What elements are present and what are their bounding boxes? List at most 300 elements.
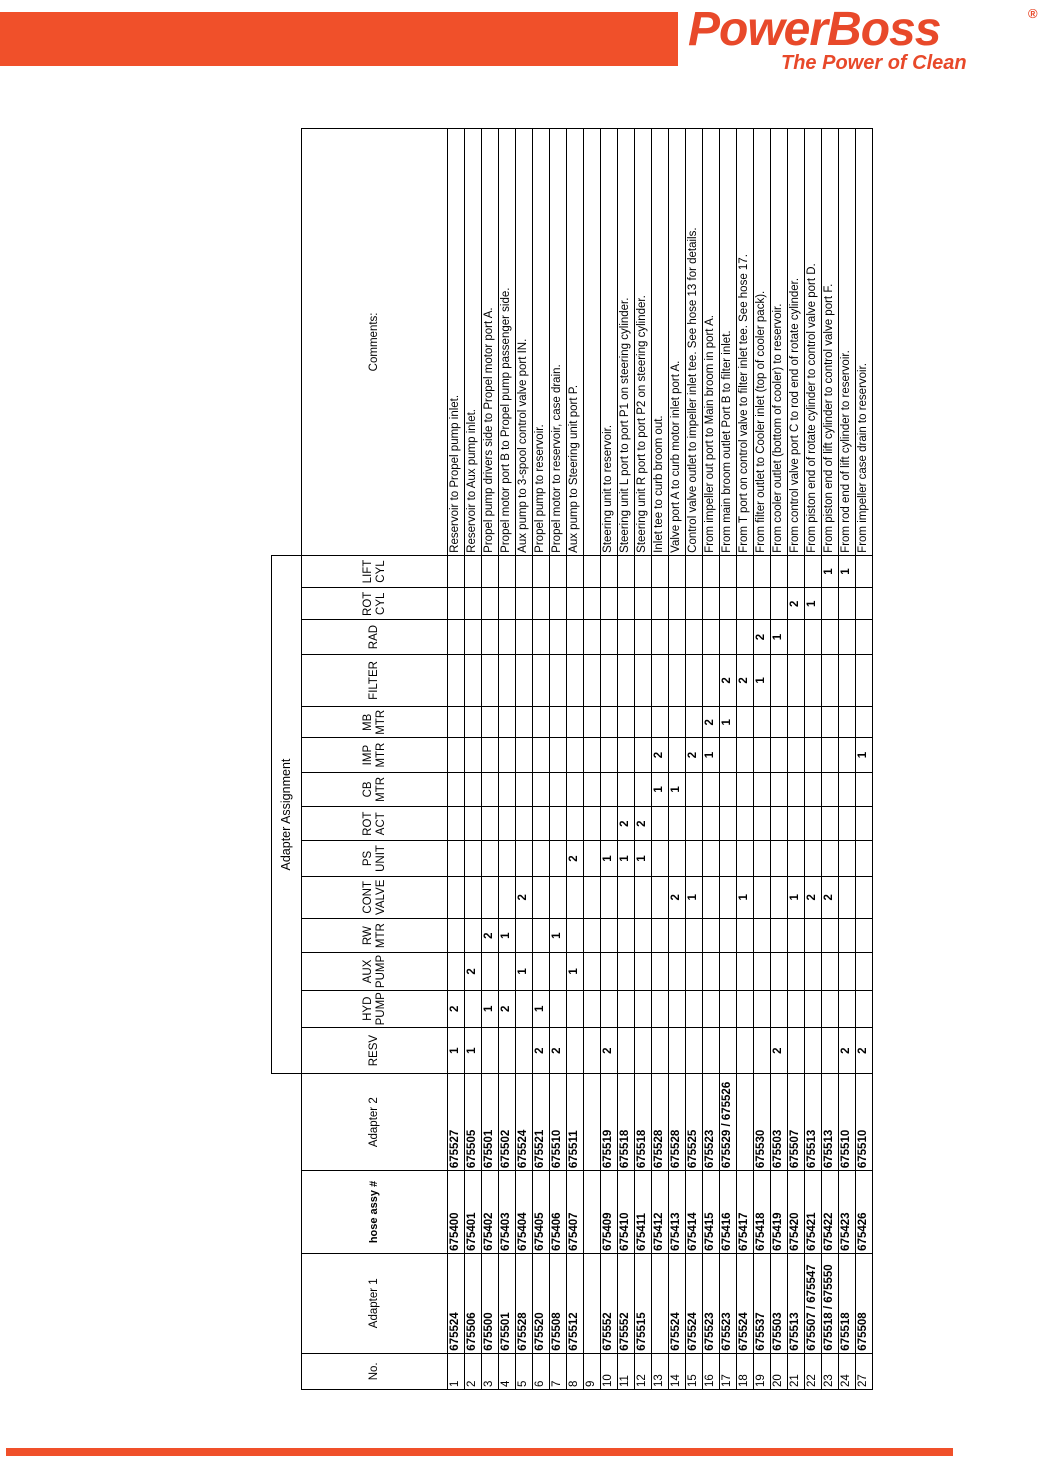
cell-comment: From impeller out port to Main broom in port A. bbox=[703, 129, 720, 556]
cell-mb-mtr bbox=[686, 707, 703, 738]
cell-hyd-pump bbox=[737, 990, 754, 1027]
cell-rad bbox=[465, 620, 482, 654]
cell-ps-unit: 1 bbox=[635, 841, 652, 876]
cell-rot-act bbox=[601, 807, 618, 841]
cell-no: 20 bbox=[771, 1353, 788, 1389]
cell-aux-pump bbox=[686, 953, 703, 990]
cell-filter bbox=[601, 654, 618, 706]
cell-rw-mtr bbox=[652, 918, 669, 952]
cell-imp-mtr bbox=[720, 738, 737, 772]
cell-hose-assy: 675407 bbox=[567, 1171, 584, 1254]
cell-aux-pump bbox=[805, 953, 822, 990]
cell-cb-mtr bbox=[822, 772, 839, 806]
table-row bbox=[618, 129, 635, 1390]
cell-lift-cyl bbox=[805, 555, 822, 587]
cell-filter bbox=[686, 654, 703, 706]
cell-ps-unit bbox=[465, 841, 482, 876]
cell-aux-pump bbox=[533, 953, 550, 990]
cell-lift-cyl bbox=[686, 555, 703, 587]
cell-aux-pump bbox=[788, 953, 805, 990]
cell-rad bbox=[448, 620, 465, 654]
cell-hose-assy: 675402 bbox=[482, 1171, 499, 1254]
table-row bbox=[822, 129, 839, 1390]
cell-mb-mtr bbox=[516, 707, 533, 738]
cell-resv: 2 bbox=[533, 1027, 550, 1073]
cell-mb-mtr bbox=[618, 707, 635, 738]
cell-aux-pump bbox=[584, 953, 601, 990]
cell-imp-mtr bbox=[516, 738, 533, 772]
cell-resv bbox=[482, 1027, 499, 1073]
cell-no: 23 bbox=[822, 1353, 839, 1389]
cell-mb-mtr bbox=[499, 707, 516, 738]
cell-cb-mtr bbox=[737, 772, 754, 806]
cell-rw-mtr: 2 bbox=[482, 918, 499, 952]
table-row bbox=[686, 129, 703, 1390]
hose-table-frame bbox=[271, 128, 870, 1390]
cell-filter bbox=[533, 654, 550, 706]
cell-comment: Reservoir to Aux pump inlet. bbox=[465, 129, 482, 556]
col-header-cont-valve: CONT VALVE bbox=[302, 876, 448, 918]
cell-rad: 1 bbox=[771, 620, 788, 654]
cell-no: 16 bbox=[703, 1353, 720, 1389]
cell-comment: From main broom outlet Port B to filter inlet. bbox=[720, 129, 737, 556]
cell-hose-assy: 675412 bbox=[652, 1171, 669, 1254]
cell-adapter-2: 675510 bbox=[550, 1074, 567, 1171]
cell-ps-unit bbox=[703, 841, 720, 876]
cell-rot-cyl bbox=[669, 588, 686, 620]
cell-lift-cyl bbox=[482, 555, 499, 587]
cell-resv: 2 bbox=[839, 1027, 856, 1073]
cell-rw-mtr bbox=[618, 918, 635, 952]
cell-no: 9 bbox=[584, 1353, 601, 1389]
cell-adapter-1: 675518 bbox=[839, 1253, 856, 1353]
cell-comment: Valve port A to curb motor inlet port A. bbox=[669, 129, 686, 556]
cell-adapter-2: 675524 bbox=[516, 1074, 533, 1171]
cell-no: 17 bbox=[720, 1353, 737, 1389]
col-header-hose-assy: hose assy # bbox=[302, 1171, 448, 1254]
cell-rw-mtr bbox=[771, 918, 788, 952]
cell-ps-unit bbox=[652, 841, 669, 876]
col-header-comments: Comments: bbox=[302, 129, 448, 556]
cell-mb-mtr bbox=[771, 707, 788, 738]
cell-filter bbox=[499, 654, 516, 706]
cell-cb-mtr bbox=[601, 772, 618, 806]
cell-lift-cyl bbox=[584, 555, 601, 587]
cell-rot-cyl bbox=[567, 588, 584, 620]
cell-rot-act bbox=[669, 807, 686, 841]
cell-aux-pump bbox=[669, 953, 686, 990]
cell-cont-valve bbox=[567, 876, 584, 918]
cell-adapter-1: 675513 bbox=[788, 1253, 805, 1353]
table-row bbox=[584, 129, 601, 1390]
cell-ps-unit bbox=[805, 841, 822, 876]
table-row bbox=[465, 129, 482, 1390]
cell-aux-pump bbox=[652, 953, 669, 990]
cell-no: 3 bbox=[482, 1353, 499, 1389]
cell-aux-pump bbox=[839, 953, 856, 990]
cell-adapter-1: 675552 bbox=[601, 1253, 618, 1353]
cell-no: 6 bbox=[533, 1353, 550, 1389]
table-row bbox=[652, 129, 669, 1390]
cell-hose-assy: 675415 bbox=[703, 1171, 720, 1254]
cell-no: 15 bbox=[686, 1353, 703, 1389]
cell-filter bbox=[448, 654, 465, 706]
cell-adapter-1: 675524 bbox=[448, 1253, 465, 1353]
table-row bbox=[635, 129, 652, 1390]
cell-aux-pump: 1 bbox=[516, 953, 533, 990]
cell-rot-act bbox=[584, 807, 601, 841]
cell-mb-mtr bbox=[805, 707, 822, 738]
cell-cont-valve bbox=[720, 876, 737, 918]
cell-rot-act bbox=[788, 807, 805, 841]
cell-cont-valve bbox=[856, 876, 873, 918]
cell-hose-assy: 675411 bbox=[635, 1171, 652, 1254]
cell-mb-mtr bbox=[822, 707, 839, 738]
cell-rad bbox=[533, 620, 550, 654]
cell-aux-pump bbox=[856, 953, 873, 990]
cell-rot-cyl bbox=[635, 588, 652, 620]
cell-lift-cyl bbox=[669, 555, 686, 587]
cell-ps-unit bbox=[533, 841, 550, 876]
cell-adapter-1: 675508 bbox=[856, 1253, 873, 1353]
cell-rot-act: 2 bbox=[618, 807, 635, 841]
cell-lift-cyl bbox=[465, 555, 482, 587]
cell-cb-mtr bbox=[720, 772, 737, 806]
cell-resv bbox=[669, 1027, 686, 1073]
cell-hose-assy bbox=[584, 1171, 601, 1254]
cell-resv bbox=[720, 1027, 737, 1073]
cell-adapter-1: 675520 bbox=[533, 1253, 550, 1353]
cell-hyd-pump bbox=[618, 990, 635, 1027]
cell-rot-act bbox=[533, 807, 550, 841]
cell-hose-assy: 675403 bbox=[499, 1171, 516, 1254]
cell-filter bbox=[635, 654, 652, 706]
cell-rot-act bbox=[516, 807, 533, 841]
cell-adapter-2: 675529 / 675526 bbox=[720, 1074, 737, 1171]
cell-no: 10 bbox=[601, 1353, 618, 1389]
cell-lift-cyl bbox=[618, 555, 635, 587]
cell-rot-cyl bbox=[652, 588, 669, 620]
cell-rot-act bbox=[754, 807, 771, 841]
cell-cb-mtr bbox=[533, 772, 550, 806]
cell-rad bbox=[686, 620, 703, 654]
cell-hose-assy: 675422 bbox=[822, 1171, 839, 1254]
cell-filter bbox=[618, 654, 635, 706]
cell-cont-valve: 2 bbox=[516, 876, 533, 918]
cell-comment: From T port on control valve to filter inlet tee. See hose 17. bbox=[737, 129, 754, 556]
cell-filter bbox=[652, 654, 669, 706]
cell-no: 11 bbox=[618, 1353, 635, 1389]
table-row bbox=[669, 129, 686, 1390]
table-row bbox=[567, 129, 584, 1390]
cell-cont-valve bbox=[839, 876, 856, 918]
cell-cont-valve bbox=[499, 876, 516, 918]
table-row bbox=[788, 129, 805, 1390]
cell-imp-mtr bbox=[448, 738, 465, 772]
cell-ps-unit bbox=[788, 841, 805, 876]
table-row bbox=[533, 129, 550, 1390]
cell-adapter-1: 675501 bbox=[499, 1253, 516, 1353]
cell-hose-assy: 675419 bbox=[771, 1171, 788, 1254]
cell-resv bbox=[703, 1027, 720, 1073]
cell-resv bbox=[822, 1027, 839, 1073]
column-header-row bbox=[302, 129, 448, 1390]
cell-lift-cyl bbox=[567, 555, 584, 587]
table-row bbox=[499, 129, 516, 1390]
cell-hose-assy: 675405 bbox=[533, 1171, 550, 1254]
cell-hyd-pump bbox=[686, 990, 703, 1027]
cell-comment: Propel motor to reservoir, case drain. bbox=[550, 129, 567, 556]
cell-rot-act bbox=[737, 807, 754, 841]
cell-hyd-pump bbox=[550, 990, 567, 1027]
cell-aux-pump bbox=[635, 953, 652, 990]
cell-cb-mtr bbox=[703, 772, 720, 806]
cell-rw-mtr bbox=[533, 918, 550, 952]
cell-filter: 1 bbox=[754, 654, 771, 706]
cell-adapter-2: 675528 bbox=[669, 1074, 686, 1171]
cell-ps-unit bbox=[856, 841, 873, 876]
cell-hose-assy: 675413 bbox=[669, 1171, 686, 1254]
cell-imp-mtr bbox=[669, 738, 686, 772]
cell-adapter-2: 675521 bbox=[533, 1074, 550, 1171]
cell-rot-cyl bbox=[516, 588, 533, 620]
cell-cont-valve bbox=[618, 876, 635, 918]
cell-hose-assy: 675421 bbox=[805, 1171, 822, 1254]
cell-filter bbox=[703, 654, 720, 706]
header-band bbox=[0, 12, 678, 66]
cell-lift-cyl bbox=[533, 555, 550, 587]
cell-hyd-pump bbox=[754, 990, 771, 1027]
cell-imp-mtr: 1 bbox=[856, 738, 873, 772]
cell-cb-mtr: 1 bbox=[669, 772, 686, 806]
cell-rot-act bbox=[567, 807, 584, 841]
cell-aux-pump bbox=[482, 953, 499, 990]
cell-aux-pump bbox=[601, 953, 618, 990]
cell-rot-act bbox=[822, 807, 839, 841]
cell-adapter-2: 675505 bbox=[465, 1074, 482, 1171]
cell-rad bbox=[652, 620, 669, 654]
cell-filter bbox=[482, 654, 499, 706]
cell-hyd-pump bbox=[465, 990, 482, 1027]
cell-ps-unit bbox=[720, 841, 737, 876]
cell-mb-mtr bbox=[448, 707, 465, 738]
cell-resv bbox=[584, 1027, 601, 1073]
cell-comment: From piston end of rotate cylinder to control valve port D. bbox=[805, 129, 822, 556]
col-header-rad: RAD bbox=[302, 620, 448, 654]
cell-adapter-1: 675507 / 675547 bbox=[805, 1253, 822, 1353]
logo-brand-name: PowerBoss bbox=[688, 3, 941, 56]
cell-aux-pump bbox=[550, 953, 567, 990]
cell-mb-mtr bbox=[635, 707, 652, 738]
cell-adapter-1: 675552 bbox=[618, 1253, 635, 1353]
cell-adapter-1: 675503 bbox=[771, 1253, 788, 1353]
cell-hyd-pump: 2 bbox=[448, 990, 465, 1027]
cell-aux-pump: 1 bbox=[567, 953, 584, 990]
table-row bbox=[550, 129, 567, 1390]
cell-rw-mtr bbox=[601, 918, 618, 952]
cell-resv: 1 bbox=[448, 1027, 465, 1073]
cell-hyd-pump bbox=[771, 990, 788, 1027]
cell-adapter-1: 675537 bbox=[754, 1253, 771, 1353]
cell-rad bbox=[499, 620, 516, 654]
cell-imp-mtr bbox=[550, 738, 567, 772]
cell-imp-mtr: 2 bbox=[686, 738, 703, 772]
cell-no: 12 bbox=[635, 1353, 652, 1389]
cell-comment bbox=[584, 129, 601, 556]
cell-adapter-1: 675524 bbox=[686, 1253, 703, 1353]
cell-comment: Steering unit L port to port P1 on steering cylinder. bbox=[618, 129, 635, 556]
cell-cont-valve: 2 bbox=[822, 876, 839, 918]
cell-filter bbox=[669, 654, 686, 706]
cell-no: 19 bbox=[754, 1353, 771, 1389]
table-row bbox=[720, 129, 737, 1390]
cell-adapter-2: 675513 bbox=[805, 1074, 822, 1171]
cell-rot-cyl bbox=[703, 588, 720, 620]
cell-adapter-1: 675500 bbox=[482, 1253, 499, 1353]
hose-table-rotated bbox=[271, 128, 870, 1390]
cell-hyd-pump bbox=[567, 990, 584, 1027]
cell-hyd-pump bbox=[516, 990, 533, 1027]
cell-mb-mtr bbox=[669, 707, 686, 738]
cell-adapter-2: 675518 bbox=[635, 1074, 652, 1171]
cell-filter bbox=[805, 654, 822, 706]
cell-adapter-2: 675525 bbox=[686, 1074, 703, 1171]
cell-imp-mtr bbox=[533, 738, 550, 772]
table-body bbox=[448, 129, 873, 1390]
cell-hose-assy: 675406 bbox=[550, 1171, 567, 1254]
logo-tagline: The Power of Clean bbox=[781, 52, 967, 74]
cell-mb-mtr bbox=[533, 707, 550, 738]
table-row bbox=[754, 129, 771, 1390]
cell-rot-act bbox=[652, 807, 669, 841]
cell-resv bbox=[516, 1027, 533, 1073]
cell-no: 5 bbox=[516, 1353, 533, 1389]
cell-cb-mtr bbox=[771, 772, 788, 806]
cell-aux-pump bbox=[703, 953, 720, 990]
cell-cb-mtr bbox=[567, 772, 584, 806]
cell-rot-cyl bbox=[448, 588, 465, 620]
cell-hyd-pump bbox=[652, 990, 669, 1027]
cell-aux-pump bbox=[448, 953, 465, 990]
cell-cont-valve bbox=[482, 876, 499, 918]
cell-adapter-1 bbox=[652, 1253, 669, 1353]
cell-filter bbox=[856, 654, 873, 706]
cell-rw-mtr bbox=[686, 918, 703, 952]
cell-rot-cyl bbox=[584, 588, 601, 620]
cell-adapter-1: 675524 bbox=[669, 1253, 686, 1353]
cell-rot-act bbox=[703, 807, 720, 841]
cell-imp-mtr bbox=[482, 738, 499, 772]
cell-no: 2 bbox=[465, 1353, 482, 1389]
cell-hyd-pump bbox=[788, 990, 805, 1027]
cell-rot-cyl bbox=[618, 588, 635, 620]
cell-hyd-pump bbox=[822, 990, 839, 1027]
cell-imp-mtr: 1 bbox=[703, 738, 720, 772]
cell-resv bbox=[737, 1027, 754, 1073]
cell-ps-unit: 1 bbox=[618, 841, 635, 876]
cell-hyd-pump bbox=[669, 990, 686, 1027]
cell-lift-cyl bbox=[550, 555, 567, 587]
cell-adapter-1 bbox=[584, 1253, 601, 1353]
cell-resv bbox=[618, 1027, 635, 1073]
cell-rw-mtr bbox=[584, 918, 601, 952]
cell-rw-mtr bbox=[567, 918, 584, 952]
cell-cb-mtr bbox=[805, 772, 822, 806]
cell-hyd-pump bbox=[635, 990, 652, 1027]
cell-hose-assy: 675416 bbox=[720, 1171, 737, 1254]
col-header-imp-mtr: IMP MTR bbox=[302, 738, 448, 772]
cell-aux-pump bbox=[771, 953, 788, 990]
cell-lift-cyl bbox=[499, 555, 516, 587]
cell-no: 22 bbox=[805, 1353, 822, 1389]
cell-imp-mtr: 2 bbox=[652, 738, 669, 772]
cell-adapter-2: 675510 bbox=[839, 1074, 856, 1171]
cell-no: 14 bbox=[669, 1353, 686, 1389]
cell-cb-mtr bbox=[754, 772, 771, 806]
cell-no: 13 bbox=[652, 1353, 669, 1389]
cell-comment: Propel pump to reservoir. bbox=[533, 129, 550, 556]
cell-rad bbox=[550, 620, 567, 654]
cell-rot-act bbox=[686, 807, 703, 841]
cell-hose-assy: 675414 bbox=[686, 1171, 703, 1254]
cell-adapter-1: 675528 bbox=[516, 1253, 533, 1353]
table-row bbox=[839, 129, 856, 1390]
cell-imp-mtr bbox=[839, 738, 856, 772]
cell-adapter-2: 675502 bbox=[499, 1074, 516, 1171]
cell-hose-assy: 675409 bbox=[601, 1171, 618, 1254]
cell-rot-cyl bbox=[499, 588, 516, 620]
col-header-hyd-pump: HYD PUMP bbox=[302, 990, 448, 1027]
cell-rw-mtr: 1 bbox=[499, 918, 516, 952]
cell-rad bbox=[669, 620, 686, 654]
cell-imp-mtr bbox=[601, 738, 618, 772]
cell-adapter-2: 675527 bbox=[448, 1074, 465, 1171]
cell-rot-cyl bbox=[533, 588, 550, 620]
cell-cb-mtr bbox=[618, 772, 635, 806]
cell-adapter-2: 675510 bbox=[856, 1074, 873, 1171]
cell-cb-mtr bbox=[465, 772, 482, 806]
cell-imp-mtr bbox=[737, 738, 754, 772]
cell-aux-pump bbox=[618, 953, 635, 990]
cell-filter bbox=[567, 654, 584, 706]
cell-adapter-2: 675503 bbox=[771, 1074, 788, 1171]
cell-comment: From impeller case drain to reservoir. bbox=[856, 129, 873, 556]
cell-lift-cyl: 1 bbox=[822, 555, 839, 587]
cell-mb-mtr bbox=[550, 707, 567, 738]
cell-lift-cyl bbox=[737, 555, 754, 587]
cell-mb-mtr bbox=[465, 707, 482, 738]
cell-hyd-pump bbox=[856, 990, 873, 1027]
cell-rot-act: 2 bbox=[635, 807, 652, 841]
header-spacer bbox=[272, 1353, 302, 1389]
cell-cont-valve bbox=[652, 876, 669, 918]
cell-no: 21 bbox=[788, 1353, 805, 1389]
cell-cont-valve: 1 bbox=[686, 876, 703, 918]
cell-ps-unit bbox=[516, 841, 533, 876]
cell-adapter-1: 675523 bbox=[703, 1253, 720, 1353]
cell-resv: 2 bbox=[550, 1027, 567, 1073]
cell-hose-assy: 675426 bbox=[856, 1171, 873, 1254]
cell-comment: Steering unit to reservoir. bbox=[601, 129, 618, 556]
cell-rot-cyl bbox=[465, 588, 482, 620]
cell-adapter-1: 675524 bbox=[737, 1253, 754, 1353]
cell-hyd-pump bbox=[805, 990, 822, 1027]
cell-aux-pump bbox=[754, 953, 771, 990]
cell-rw-mtr bbox=[516, 918, 533, 952]
cell-adapter-1: 675506 bbox=[465, 1253, 482, 1353]
cell-ps-unit bbox=[737, 841, 754, 876]
table-row bbox=[482, 129, 499, 1390]
